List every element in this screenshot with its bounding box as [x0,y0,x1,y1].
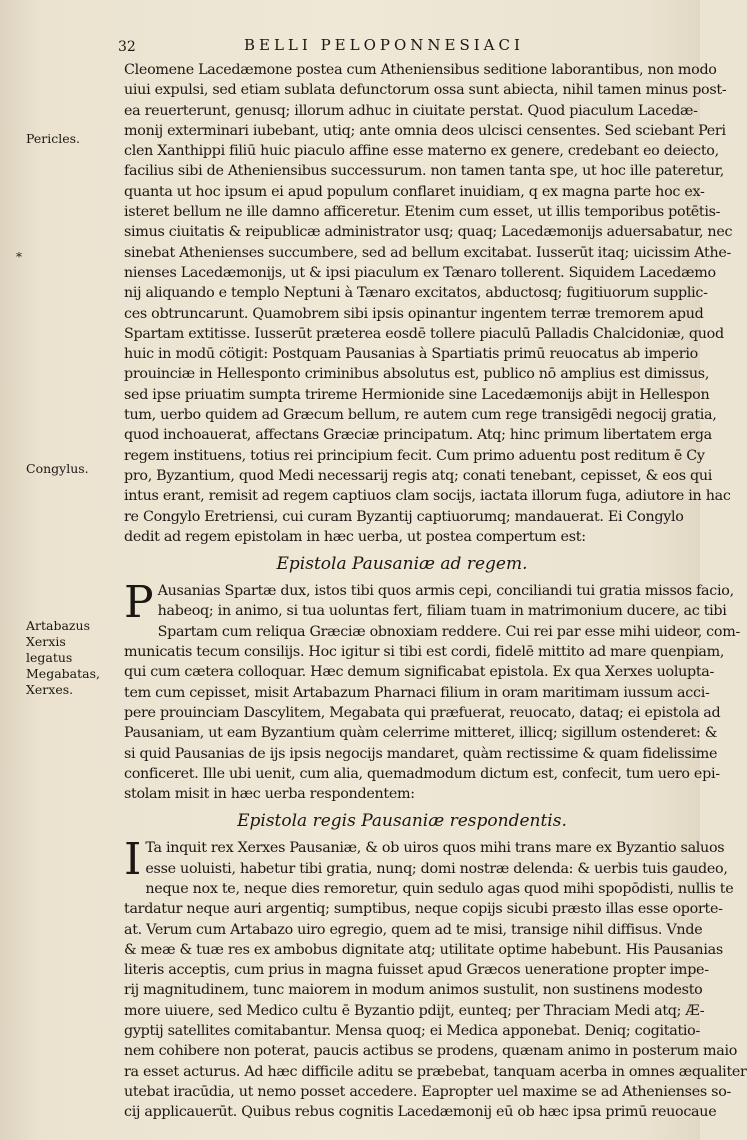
text-line: clen Xanthippi filiū huic piaculo affine esse materno ex genere, credebant eo deiecto, [124,143,719,160]
text-line: sinebat Athenienses succumbere, sed ad bellum excitabat. Iusserūt itaq; uicissim Athe- [124,244,732,261]
text-line: prouinciæ in Hellesponto criminibus absolutus est, publico nō amplius est dimissus, [124,366,710,383]
text-line: pere prouinciam Dascylitem, Megabata qui præfuerat, reuocato, dataq; ei epistola ad [124,704,721,721]
main-text [124,60,747,1123]
text-line: huic in modū cötigit: Postquam Pausanias à Spartiatis primū reuocatus ab imperio [124,346,698,363]
text-line: esse uoluisti, habetur tibi gratia, nunq; domi nostræ delenda: & uerbis tuis gaudeo, [145,860,728,877]
paragraph-pausanias-letter-cont [124,622,740,805]
text-line: uiui expulsi, sed etiam sublata defunctorum ossa sunt abiecta, nihil tamen minus post- [124,82,727,99]
text-line: Pausaniam, ut eam Byzantium quàm celerrime mitteret, illicq; sigillum ostenderet: & [124,725,718,742]
letter-title-king: Epistola regis Pausaniæ respondentis. [237,811,567,832]
text-line: dedit ad regem epistolam in hæc uerba, ut postea compertum est: [124,528,586,545]
margin-note-line: Artabazus [26,618,90,633]
text-line: tum, uerbo quidem ad Græcum bellum, re autem cum rege transigēdi negocij gratia, [124,407,717,424]
text-line: habeoq; in animo, si tua uoluntas fert, filiam tuam in matrimonium ducere, ac tibi [157,603,727,620]
text-line: intus erant, remisit ad regem captiuos clam socijs, iactata illorum fuga, adiutore in hac [124,488,731,505]
margin-note-congylus: Congylus. [26,461,89,476]
letter-title-pausanias: Epistola Pausaniæ ad regem. [276,554,528,575]
text-line: neque nox te, neque dies remoretur, quin sedulo agas quod mihi spopōdisti, nullis te [145,880,734,897]
text-line: Spartam cum reliqua Græciæ obnoxiam reddere. Cui rei par esse mihi uideor, com- [157,623,740,640]
text-line: ra esset acturus. Ad hæc difficile aditu se præbebat, tanquam acerba in omnes æqualiter [124,1063,747,1080]
text-line: municatis tecum consilijs. Hoc igitur si tibi est cordi, fidelē mittito ad mare quenpiam, [124,644,725,661]
text-line: Ausanias Spartæ dux, istos tibi quos armis cepi, conciliandi tui gratia missos facio, [157,583,734,600]
margin-note-line: Megabatas, [26,666,100,681]
text-line: quanta ut hoc ipsum ei apud populum conflaret inuidiam, q ex magna parte hoc ex- [124,183,705,200]
margin-note-line: Xerxes. [26,682,74,697]
text-line: utebat iracūdia, ut nemo posset accedere. Eapropter uel maxime se ad Athenienses so- [124,1083,732,1100]
text-line: qui cum cætera colloquar. Hæc demum significabat epistola. Ex qua Xerxes uolupta- [124,664,715,681]
page-number: 32 [118,39,136,55]
text-line: ea reuerterunt, genusq; illorum adhuc in ciuitate perstat. Quod piaculum Lacedæ- [124,102,698,119]
text-line: gyptij satellites comitabantur. Mensa quoq; ei Medica apponebat. Deniq; cogitatio- [124,1023,701,1040]
text-line: Ta inquit rex Xerxes Pausaniæ, & ob uiros quos mihi trans mare ex Byzantio saluos [145,840,725,857]
margin-notes [0,0,120,1140]
drop-cap: I [124,834,142,886]
margin-asterisk: * [16,250,22,264]
text-line: conficeret. Ille ubi uenit, cum alia, quemadmodum dictum est, confecit, tum uero epi- [124,765,720,782]
text-line: Spartam extitisse. Iusserūt præterea eosdē tollere piaculū Palladis Chalcidoniæ, quod [124,325,724,342]
paragraph-king-letter-cont [124,879,747,1123]
text-line: rij magnitudinem, tunc maiorem in modum animos sustulit, non sustinens modesto [124,982,703,999]
paragraph-king-letter [124,834,728,886]
text-line: tem cum cepisset, misit Artabazum Pharnaci filium in oram maritimam iussum acci- [124,684,710,701]
text-line: simus ciuitatis & reipublicæ administrator usq; quaq; Lacedæmonijs aduersabatur, nec [124,224,733,241]
page-header [112,36,682,58]
text-line: nem cohibere non poterat, paucis actibus se prodens, quænam animo in posterum maio [124,1043,738,1060]
text-line: quod inchoauerat, affectans Græciæ principatum. Atq; hinc primum libertatem erga [124,427,712,444]
margin-note-line: legatus [26,650,73,665]
margin-note-pericles: Pericles. [26,131,81,146]
text-line: re Congylo Eretriensi, cui curam Byzantij captiuorumq; mandauerat. Ei Congylo [124,508,684,525]
text-line: nienses Lacedæmonijs, ut & ipsi piaculum ex Tænaro tollerent. Siquidem Lacedæmo [124,264,716,281]
margin-note-artabazus [26,618,100,698]
text-line: stolam misit in hæc uerba respondentem: [124,786,415,803]
paragraph-narrative [124,60,733,547]
text-line: sed ipse priuatim sumpta trireme Hermionide sine Lacedæmonijs abijt in Hellespon [124,386,710,403]
text-line: at. Verum cum Artabazo uiro egregio, quem ad te misi, transige nihil diffisus. Vnde [124,921,703,938]
text-line: monij exterminari iubebant, utiq; ante omnia deos ulcisci censentes. Sed sciebant Peri [124,122,726,139]
running-head: BELLI PELOPONNESIACI [244,36,524,54]
text-line: literis acceptis, cum prius in magna fuisset apud Græcos ueneratione propter impe- [124,962,709,979]
margin-note-line: Xerxis [26,634,66,649]
text-line: pro, Byzantium, quod Medi necessarij regis atq; conati tenebant, cepisset, & eos qui [124,467,713,484]
text-line: nij aliquando e templo Neptuni à Tænaro excitatos, abductosq; fugitiuorum supplic- [124,285,708,302]
drop-cap: P [124,577,154,629]
text-line: cij applicauerūt. Quibus rebus cognitis Lacedæmonij eū ob hæc ipsa primū reuocaue [124,1104,717,1121]
text-line: regem instituens, totius rei principium fecit. Cum primo aduentu post reditum ē Cy [124,447,705,464]
text-line: si quid Pausanias de ijs ipsis negocijs mandaret, quàm rectissime & quam fidelissime [124,745,718,762]
text-line: tardatur neque auri argentiq; sumptibus, neque copijs sicubi præsto illas esse oporte- [124,901,723,918]
text-line: isteret bellum ne ille damno afficeretur. Etenim cum esset, ut illis temporibus potētis- [124,204,721,221]
text-line: & meæ & tuæ res ex ambobus dignitate atq; utilitate optime habebunt. His Pausanias [124,941,723,958]
text-line: more uiuere, sed Medico cultu ē Byzantio pdijt, eunteq; per Thraciam Medi atq; Æ- [124,1002,705,1019]
text-line: facilius sibi de Atheniensibus successurum. non tamen tanta spe, ut hoc ille pateretur, [124,163,725,180]
text-line: Cleomene Lacedæmone postea cum Atheniensibus seditione laborantibus, non modo [124,62,717,78]
text-line: ces obtruncarunt. Quamobrem sibi ipsis opinantur ingentem terræ tremorem apud [124,305,704,322]
paragraph-pausanias-letter [124,577,734,629]
